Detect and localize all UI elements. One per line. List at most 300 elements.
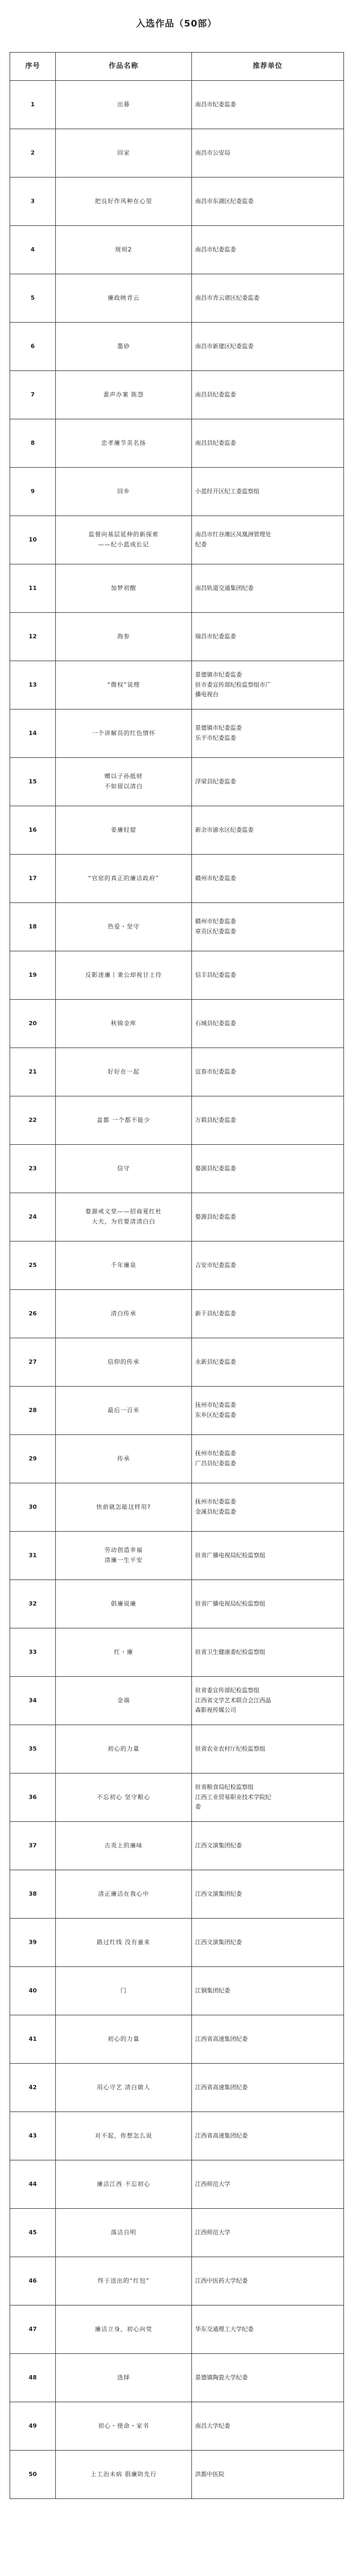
recommending-unit: 江西省文学艺术联合会江西晶	[195, 1696, 271, 1704]
row-number: 25	[10, 1241, 56, 1290]
work-title-cell	[56, 419, 192, 468]
work-title: 廉洁江西 不忘初心	[97, 2180, 150, 2188]
recommending-unit: 赣州市纪委监委	[195, 874, 236, 882]
recommending-unit: 景德镇陶瓷大学纪委	[195, 2374, 248, 2381]
work-title: 倡廉说廉	[111, 1600, 137, 1607]
recommending-unit: 江西文演集团纪委	[195, 1938, 242, 1946]
table-row	[10, 1096, 344, 1145]
row-number: 20	[10, 1000, 56, 1048]
recommending-unit-cell	[192, 2402, 344, 2451]
recommending-unit-cell	[192, 1919, 344, 1967]
recommending-unit: 江西中医药大学纪委	[195, 2277, 248, 2284]
row-number: 2	[10, 129, 56, 178]
table-row	[10, 1532, 344, 1580]
table-row	[10, 1628, 344, 1677]
recommending-unit-cell	[192, 1241, 344, 1290]
work-title: 落洁自明	[111, 2228, 137, 2236]
table-row	[10, 2160, 344, 2209]
work-title-cell	[56, 1725, 192, 1773]
row-number: 24	[10, 1193, 56, 1241]
work-title-cell	[56, 1580, 192, 1628]
row-number: 43	[10, 2112, 56, 2160]
work-title-cell	[56, 903, 192, 951]
work-title-cell	[56, 1919, 192, 1967]
recommending-unit-cell	[192, 806, 344, 855]
work-title-cell	[56, 129, 192, 178]
recommending-unit: 赣州市纪委监委	[195, 918, 236, 925]
work-title: 清正廉洁在我心中	[98, 1890, 149, 1897]
work-title: 上工治未病 倡廉防先行	[90, 2470, 157, 2478]
table-row	[10, 661, 344, 710]
row-number: 50	[10, 2451, 56, 2499]
work-title: 热爱・坚守	[107, 923, 140, 930]
row-number: 34	[10, 1677, 56, 1725]
work-title-cell	[56, 2354, 192, 2402]
row-number: 11	[10, 564, 56, 613]
row-number: 32	[10, 1580, 56, 1628]
work-title: 信仰的传承	[107, 1358, 140, 1365]
recommending-unit-cell	[192, 226, 344, 274]
work-title-cell	[56, 371, 192, 419]
row-number: 41	[10, 2015, 56, 2064]
recommending-unit-cell	[192, 178, 344, 226]
recommending-unit-cell	[192, 1096, 344, 1145]
work-title-cell	[56, 1000, 192, 1048]
recommending-unit: 江西文演集团纪委	[195, 1842, 242, 1849]
recommending-unit: 驻省广播电视局纪检监察组	[195, 1600, 265, 1607]
work-title: 红・廉	[114, 1648, 133, 1656]
work-title: 出幕	[117, 100, 130, 108]
recommending-unit-cell	[192, 758, 344, 806]
work-title: 盆都 一个都不能少	[97, 1116, 150, 1124]
table-row	[10, 951, 344, 1000]
work-title-cell	[56, 81, 192, 129]
recommending-unit-cell	[192, 2112, 344, 2160]
work-title-cell	[56, 2064, 192, 2112]
table-row	[10, 274, 344, 323]
row-number: 45	[10, 2209, 56, 2257]
table-row	[10, 1435, 344, 1483]
work-title: 回家	[117, 149, 130, 156]
table-row	[10, 1387, 344, 1435]
work-title: 路过红线 没有童来	[97, 1938, 150, 1946]
recommending-unit-cell	[192, 855, 344, 903]
row-number: 18	[10, 903, 56, 951]
table-row	[10, 1677, 344, 1725]
recommending-unit-cell	[192, 1967, 344, 2015]
recommending-unit-cell	[192, 1483, 344, 1532]
recommending-unit-cell	[192, 1000, 344, 1048]
table-row	[10, 2305, 344, 2354]
row-number: 5	[10, 274, 56, 323]
work-title-cell	[56, 178, 192, 226]
row-number: 6	[10, 323, 56, 371]
recommending-unit: 小蓝经开区纪工委监察组	[195, 487, 259, 495]
row-number: 22	[10, 1096, 56, 1145]
table-row	[10, 371, 344, 419]
row-number: 21	[10, 1048, 56, 1096]
work-title-cell	[56, 1822, 192, 1870]
row-number: 14	[10, 710, 56, 758]
table-row	[10, 2064, 344, 2112]
recommending-unit: 新干县纪委监委	[195, 1310, 236, 1317]
work-title-cell	[56, 2402, 192, 2451]
work-title: 选择	[117, 2374, 130, 2381]
row-number: 29	[10, 1435, 56, 1483]
work-title: 初心的力量	[107, 1745, 140, 1752]
row-number: 42	[10, 2064, 56, 2112]
work-title-cell	[56, 855, 192, 903]
recommending-unit-cell	[192, 710, 344, 758]
recommending-unit-cell	[192, 468, 344, 516]
recommending-unit-cell	[192, 1435, 344, 1483]
work-title-cell	[56, 661, 192, 710]
recommending-unit: 南昌县纪委监委	[195, 391, 236, 398]
recommending-unit-cell	[192, 2305, 344, 2354]
table-row	[10, 419, 344, 468]
recommending-unit: 瑞昌市纪委监委	[195, 632, 236, 640]
row-number: 10	[10, 516, 56, 564]
table-row	[10, 1145, 344, 1193]
work-title: 婺源戒义堂——招商夏红杜	[85, 1208, 162, 1215]
recommending-unit-cell	[192, 951, 344, 1000]
row-number: 7	[10, 371, 56, 419]
table-row	[10, 1919, 344, 1967]
work-title: 规则2	[115, 246, 132, 253]
recommending-unit-cell	[192, 323, 344, 371]
recommending-unit: 驻省粮食局纪检监察组	[195, 1783, 254, 1790]
table-row	[10, 1967, 344, 2015]
recommending-unit: 万载县纪委监委	[195, 1116, 236, 1124]
recommending-unit: 抚州市纪委监委	[195, 1498, 236, 1506]
recommending-unit: 宜春市纪委监委	[195, 1068, 236, 1075]
work-title-cell	[56, 951, 192, 1000]
work-title-cell	[56, 2305, 192, 2354]
work-title-cell	[56, 2209, 192, 2257]
recommending-unit-cell	[192, 274, 344, 323]
work-title: 反影迷廉丨秉公却视甘士侍	[85, 971, 162, 978]
recommending-unit: 驻市委宣传部纪检监察组市广	[195, 681, 271, 688]
recommending-unit: 信丰县纪委监委	[195, 971, 236, 978]
work-title: 用心守艺 清白做人	[97, 2083, 150, 2091]
recommending-unit: 抚州市纪委监委	[195, 1401, 236, 1409]
recommending-unit-cell	[192, 2354, 344, 2402]
work-title: 墨砂	[117, 342, 130, 350]
row-number: 9	[10, 468, 56, 516]
recommending-unit: 江西省高速集团纪委	[195, 2035, 248, 2042]
row-number: 35	[10, 1725, 56, 1773]
row-number: 36	[10, 1773, 56, 1822]
row-number: 19	[10, 951, 56, 1000]
recommending-unit: 驻省委宣传部纪检监察组	[195, 1686, 259, 1694]
table-row	[10, 855, 344, 903]
recommending-unit: 南昌市公安局	[195, 149, 230, 156]
work-title-cell	[56, 1870, 192, 1919]
work-title-cell	[56, 564, 192, 613]
work-title-cell	[56, 2451, 192, 2499]
table-row	[10, 1725, 344, 1773]
table-row	[10, 2209, 344, 2257]
work-title: 秋锦金库	[111, 1019, 137, 1027]
recommending-unit: 江西省高速集团纪委	[195, 2132, 248, 2139]
row-number: 40	[10, 1967, 56, 2015]
work-title: 回乡	[117, 487, 130, 495]
table-row	[10, 1338, 344, 1387]
table-row	[10, 323, 344, 371]
work-title: 初心・使命・家书	[98, 2422, 149, 2429]
recommending-unit: 石城县纪委监委	[195, 1019, 236, 1027]
work-title: ——纪小蓝成长记	[98, 541, 149, 548]
recommending-unit-cell	[192, 1290, 344, 1338]
table-header-row	[10, 53, 344, 81]
recommending-unit-cell	[192, 1387, 344, 1435]
table-row	[10, 1290, 344, 1338]
table-row	[10, 178, 344, 226]
work-title-cell	[56, 1483, 192, 1532]
work-title-cell	[56, 1096, 192, 1145]
recommending-unit-cell	[192, 1725, 344, 1773]
recommending-unit-cell	[192, 1145, 344, 1193]
row-number: 30	[10, 1483, 56, 1532]
row-number: 26	[10, 1290, 56, 1338]
work-title: 清白传承	[111, 1310, 137, 1317]
table-row	[10, 2402, 344, 2451]
work-title: “官窑的真正的廉洁政府”	[88, 874, 159, 882]
row-number: 49	[10, 2402, 56, 2451]
recommending-unit: 驻省广播电视局纪检监察组	[195, 1551, 265, 1559]
recommending-unit: 纪委	[195, 541, 207, 548]
recommending-unit: 抚州市纪委监委	[195, 1450, 236, 1457]
work-title-cell	[56, 1145, 192, 1193]
recommending-unit-cell	[192, 564, 344, 613]
table-row	[10, 1193, 344, 1241]
table-row	[10, 1773, 344, 1822]
work-title-cell	[56, 806, 192, 855]
recommending-unit-cell	[192, 1773, 344, 1822]
work-title-cell	[56, 2015, 192, 2064]
recommending-unit-cell	[192, 2209, 344, 2257]
work-title: 清廉一生平安	[104, 1557, 143, 1564]
recommending-unit-cell	[192, 516, 344, 564]
recommending-unit: 南昌市红谷滩区凤凰洲管理处	[195, 531, 271, 538]
table-row	[10, 129, 344, 178]
recommending-unit-cell	[192, 371, 344, 419]
work-title-cell	[56, 516, 192, 564]
work-title-cell	[56, 1193, 192, 1241]
header-work: 作品名称	[56, 53, 192, 81]
work-title: 海参	[117, 632, 130, 640]
work-title: 好好在一起	[107, 1068, 140, 1075]
work-title: 忠孝廉节美名扬	[101, 439, 146, 446]
recommending-unit: 广昌县纪委监委	[195, 1460, 236, 1467]
selected-works-table	[10, 52, 344, 2499]
recommending-unit: 江西师范大学	[195, 2228, 230, 2236]
row-number: 46	[10, 2257, 56, 2305]
recommending-unit-cell	[192, 1822, 344, 1870]
recommending-unit: 吉安市纪委监委	[195, 1261, 236, 1269]
recommending-unit: 森影视传媒公司	[195, 1707, 236, 1714]
recommending-unit: 驻省卫生健康委纪检监察组	[195, 1648, 265, 1656]
recommending-unit: 南昌大学纪委	[195, 2422, 230, 2429]
table-row	[10, 903, 344, 951]
recommending-unit: 金溪县纪委监委	[195, 1508, 236, 1515]
table-row	[10, 226, 344, 274]
page-title: 入选作品（50部）	[136, 19, 217, 29]
recommending-unit: 江西省高速集团纪委	[195, 2083, 248, 2091]
work-title: 千年廉泉	[111, 1261, 137, 1269]
recommending-unit: 新余市渝水区纪委监委	[195, 826, 254, 833]
work-title: 最后一百米	[107, 1406, 140, 1414]
row-number: 33	[10, 1628, 56, 1677]
work-title-cell	[56, 1387, 192, 1435]
recommending-unit: 南昌市纪委监委	[195, 100, 236, 108]
work-title-cell	[56, 1290, 192, 1338]
header-unit: 推荐单位	[192, 53, 344, 81]
table-row	[10, 516, 344, 564]
recommending-unit: 驻省农业农村厅纪检监察组	[195, 1745, 265, 1752]
work-title-cell	[56, 1773, 192, 1822]
work-title-cell	[56, 613, 192, 661]
work-title-cell	[56, 226, 192, 274]
work-title-cell	[56, 2257, 192, 2305]
row-number: 27	[10, 1338, 56, 1387]
work-title: 传承	[117, 1455, 130, 1462]
work-title-cell	[56, 2112, 192, 2160]
recommending-unit-cell	[192, 419, 344, 468]
recommending-unit-cell	[192, 1580, 344, 1628]
work-title: 快前就怎能这样用?	[96, 1503, 151, 1510]
table-row	[10, 758, 344, 806]
table-row	[10, 710, 344, 758]
recommending-unit: 景德镇市纪委监委	[195, 724, 242, 732]
row-number: 23	[10, 1145, 56, 1193]
row-number: 39	[10, 1919, 56, 1967]
work-title: 终于送出的“红包”	[97, 2277, 150, 2284]
recommending-unit-cell	[192, 2451, 344, 2499]
recommending-unit: 江西工业贸易职业技术学院纪	[195, 1793, 271, 1801]
recommending-unit: 南昌市东湖区纪委监委	[195, 197, 254, 205]
recommending-unit: 南昌市新建区纪委监委	[195, 342, 254, 350]
table-row	[10, 2354, 344, 2402]
table-row	[10, 81, 344, 129]
recommending-unit: 南昌县纪委监委	[195, 439, 236, 446]
work-title: 赠以子孙抵财	[104, 773, 143, 780]
work-title-cell	[56, 1677, 192, 1725]
recommending-unit: 东乡区纪委监委	[195, 1412, 236, 1418]
table-row	[10, 1000, 344, 1048]
recommending-unit: 乐平市纪委监委	[195, 734, 236, 741]
recommending-unit-cell	[192, 2160, 344, 2209]
recommending-unit: 永新县纪委监委	[195, 1358, 236, 1365]
recommending-unit-cell	[192, 661, 344, 710]
row-number: 13	[10, 661, 56, 710]
work-title: 廉洁立身，初心向党	[95, 2325, 153, 2333]
table-row	[10, 1048, 344, 1096]
recommending-unit: 南昌轨道交通集团纪委	[195, 584, 254, 592]
recommending-unit: 江西文演集团纪委	[195, 1890, 242, 1897]
recommending-unit: 江西师范大学	[195, 2180, 230, 2188]
row-number: 38	[10, 1870, 56, 1919]
recommending-unit-cell	[192, 1677, 344, 1725]
work-title-cell	[56, 1241, 192, 1290]
recommending-unit: 章贡区纪委监委	[195, 928, 236, 935]
recommending-unit: 浮梁县纪委监委	[195, 778, 236, 785]
recommending-unit-cell	[192, 1870, 344, 1919]
work-title-cell	[56, 710, 192, 758]
work-title-cell	[56, 758, 192, 806]
row-number: 17	[10, 855, 56, 903]
work-title-cell	[56, 1532, 192, 1580]
row-number: 48	[10, 2354, 56, 2402]
work-title-cell	[56, 1048, 192, 1096]
work-title: 劳动创造幸福	[104, 1547, 143, 1554]
recommending-unit-cell	[192, 2015, 344, 2064]
recommending-unit-cell	[192, 1338, 344, 1387]
recommending-unit-cell	[192, 2064, 344, 2112]
recommending-unit-cell	[192, 1048, 344, 1096]
work-title-cell	[56, 1338, 192, 1387]
header-no: 序号	[10, 53, 56, 81]
row-number: 1	[10, 81, 56, 129]
table-row	[10, 468, 344, 516]
recommending-unit: 华东交通理工大学纪委	[195, 2325, 254, 2333]
row-number: 28	[10, 1387, 56, 1435]
recommending-unit-cell	[192, 613, 344, 661]
work-title: 大夫，为官要清清白白	[91, 1218, 156, 1225]
recommending-unit-cell	[192, 903, 344, 951]
recommending-unit: 南昌市纪委监委	[195, 246, 236, 253]
work-title: 古炎上的廉味	[104, 1842, 143, 1849]
recommending-unit: 婺源县纪委监委	[195, 1213, 236, 1220]
row-number: 8	[10, 419, 56, 468]
recommending-unit: 江铜集团纪委	[195, 1987, 230, 1994]
work-title: 金端	[117, 1696, 130, 1704]
table-row	[10, 613, 344, 661]
recommending-unit: 婺源县纪委监委	[195, 1164, 236, 1172]
row-number: 12	[10, 613, 56, 661]
recommending-unit-cell	[192, 129, 344, 178]
table-row	[10, 1580, 344, 1628]
table-body	[10, 81, 344, 2499]
table-row	[10, 2451, 344, 2499]
recommending-unit-cell	[192, 1532, 344, 1580]
recommending-unit: 南昌市青云谱区纪委监委	[195, 294, 259, 301]
work-title-cell	[56, 468, 192, 516]
work-title: 初心的力量	[107, 2035, 140, 2042]
row-number: 3	[10, 178, 56, 226]
work-title: 门	[120, 1987, 127, 1994]
recommending-unit-cell	[192, 81, 344, 129]
work-title: 监督向基层延伸的新探索	[88, 531, 159, 538]
table-row	[10, 1483, 344, 1532]
table-row	[10, 2257, 344, 2305]
recommending-unit: 委	[195, 1803, 201, 1811]
work-title: 一个讲解员的红色情怀	[91, 729, 156, 737]
row-number: 44	[10, 2160, 56, 2209]
recommending-unit: 播电视台	[195, 691, 218, 698]
row-number: 37	[10, 1822, 56, 1870]
work-title: 信守	[117, 1164, 130, 1172]
recommending-unit-cell	[192, 2257, 344, 2305]
work-title: “微权”说理	[107, 681, 140, 688]
work-title: 姜廉轻窟	[111, 826, 137, 833]
row-number: 47	[10, 2305, 56, 2354]
work-title: 蜚声办案 陈怨	[103, 391, 144, 398]
table-row	[10, 2015, 344, 2064]
work-title: 对不起，你想怎么说	[95, 2132, 153, 2139]
row-number: 16	[10, 806, 56, 855]
work-title: 不如留以清白	[104, 783, 143, 790]
